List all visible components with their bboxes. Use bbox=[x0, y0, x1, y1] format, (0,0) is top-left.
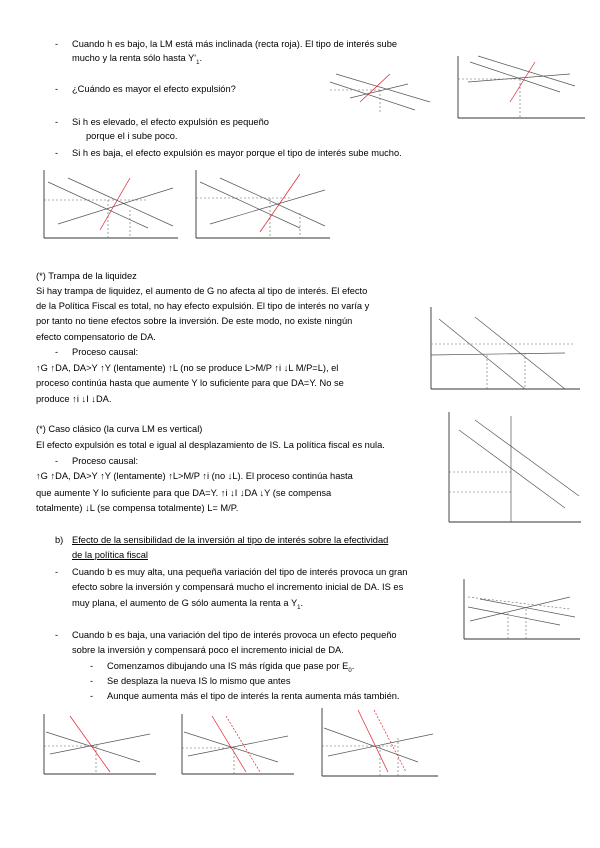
section-marker: b) bbox=[55, 535, 64, 545]
subbullet-dash: - bbox=[90, 661, 94, 671]
islm-figure-classic-case bbox=[445, 410, 585, 525]
bullet-text: Cuando b es baja, una variación del tipo de interés provoca un efecto pequeño bbox=[72, 630, 397, 640]
section-heading: Efecto de la sensibilidad de la inversión al tipo de interés sobre la efectividad bbox=[72, 535, 389, 545]
section-title: (*) Caso clásico (la curva LM es vertical) bbox=[36, 424, 203, 434]
subbullet-text: Comenzamos dibujando una IS más rígida que pase por $E_0$. bbox=[107, 661, 355, 674]
subbullet-dash: - bbox=[90, 676, 94, 686]
bullet-dash: - bbox=[55, 456, 59, 466]
bullet-text: Cuando h es bajo, la LM está más inclinada (recta roja). El tipo de interés sube bbox=[72, 39, 398, 49]
bullet-text-cont: efecto sobre la inversión y compensará mucho el incremento inicial de DA. IS es bbox=[72, 582, 404, 592]
bullet-text-cont: mucho y la renta sólo hasta $Y'_1$. bbox=[72, 53, 203, 66]
islm-figure-liquidity-trap bbox=[425, 305, 585, 393]
paragraph-line: ↑G ↑DA, DA>Y ↑Y (lentamente) ↑L (no se produce L>M/P ↑i ↓L M/P=L), el bbox=[36, 363, 339, 373]
subbullet-text: Aunque aumenta más el tipo de interés la renta aumenta más también. bbox=[107, 691, 400, 701]
bullet-dash: - bbox=[55, 84, 59, 94]
bullet-text-cont: porque el i sube poco. bbox=[86, 131, 178, 141]
paragraph-line: proceso continúa hasta que aumente Y lo suficiente para que DA=Y. No se bbox=[36, 378, 344, 388]
islm-figure-b-high bbox=[460, 577, 585, 642]
subbullet-text: Se desplaza la nueva IS lo mismo que antes bbox=[107, 676, 291, 686]
proceso-label: Proceso causal: bbox=[72, 456, 139, 466]
islm-figure-h-high bbox=[38, 168, 183, 240]
subbullet-dash: - bbox=[90, 691, 94, 701]
islm-figure-lm-slope-large bbox=[320, 52, 590, 122]
paragraph-line: totalmente) ↓L (se compensa totalmente) L= M/P. bbox=[36, 503, 239, 513]
section-heading: de la política fiscal bbox=[72, 550, 148, 560]
proceso-label: Proceso causal: bbox=[72, 347, 139, 357]
paragraph-line: de la Política Fiscal es total, no hay efecto expulsión. El tipo de interés no varía y bbox=[36, 301, 370, 311]
bullet-text: Cuando b es muy alta, una pequeña variación del tipo de interés provoca un gran bbox=[72, 567, 408, 577]
bullet-text-cont: muy plana, el aumento de G sólo aumenta la renta a $Y_1$. bbox=[72, 598, 304, 611]
paragraph-line: El efecto expulsión es total e igual al desplazamiento de IS. La política fiscal es nula. bbox=[36, 440, 385, 450]
bullet-dash: - bbox=[55, 117, 59, 127]
bullet-dash: - bbox=[55, 148, 59, 158]
paragraph-line: ↑G ↑DA, DA>Y ↑Y (lentamente) ↑L>M/P ↑i (no ↓L). El proceso continúa hasta bbox=[36, 471, 353, 481]
section-title: (*) Trampa de la liquidez bbox=[36, 271, 137, 281]
bullet-dash: - bbox=[55, 347, 59, 357]
islm-figure-b-low-1 bbox=[40, 712, 160, 777]
islm-figure-b-low-2 bbox=[178, 712, 298, 777]
islm-figure-b-low-3 bbox=[318, 706, 443, 778]
islm-figure-h-low bbox=[190, 168, 335, 240]
bullet-dash: - bbox=[55, 567, 59, 577]
paragraph-line: Si hay trampa de liquidez, el aumento de G no afecta al tipo de interés. El efecto bbox=[36, 286, 368, 296]
bullet-text: Si h es baja, el efecto expulsión es mayor porque el tipo de interés sube mucho. bbox=[72, 148, 402, 158]
paragraph-line: que aumente Y lo suficiente para que DA=Y. ↑i ↓I ↓DA ↓Y (se compensa bbox=[36, 488, 332, 498]
bullet-dash: - bbox=[55, 630, 59, 640]
paragraph-line: produce ↑i ↓I ↓DA. bbox=[36, 394, 112, 404]
paragraph-line: efecto compensatorio de DA. bbox=[36, 332, 156, 342]
paragraph-line: por tanto no tiene efectos sobre la inversión. De este modo, no existe ningún bbox=[36, 316, 353, 326]
bullet-dash: - bbox=[55, 39, 59, 49]
bullet-text-cont: sobre la inversión y compensará poco el incremento inicial de DA. bbox=[72, 645, 344, 655]
bullet-text: Si h es elevado, el efecto expulsión es pequeño bbox=[72, 117, 269, 127]
bullet-text: ¿Cuándo es mayor el efecto expulsión? bbox=[72, 84, 236, 94]
